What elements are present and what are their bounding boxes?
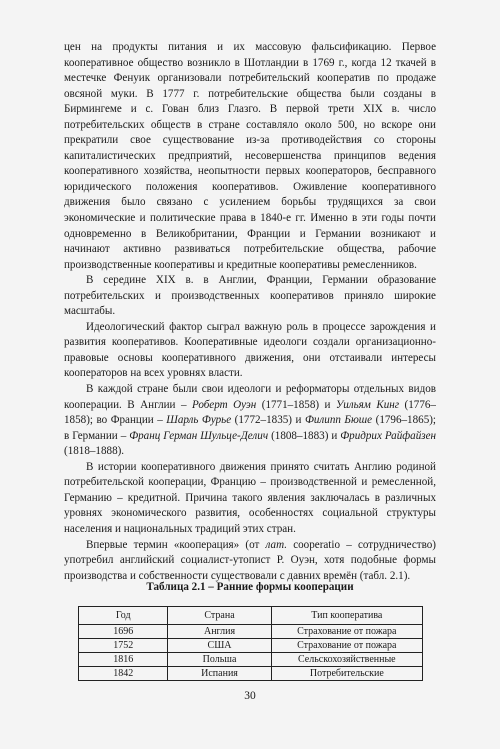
cell-country: США	[168, 639, 271, 653]
text-run: (1772–1835) и	[231, 414, 305, 427]
italic-run: Фридрих Райфайзен	[340, 429, 437, 442]
text-run: Впервые термин «кооперация» (от	[86, 538, 266, 551]
text-run: В середине XIX в. в Англии, Франции, Германии образование потребительских и производственных кооперативов приняло широкие масштабы.	[64, 274, 436, 318]
italic-run: Шарль Фурье	[166, 414, 232, 427]
text-run: (1808–1883) и	[268, 429, 341, 442]
italic-run: Роберт Оуэн	[191, 398, 257, 411]
text-run: cooperatio – сотрудничество) употребил английский социалист-утопист Р. Оуэн, хотя подобные формы производства и собственности существовали с давних времён (табл. 2.1).	[64, 538, 437, 582]
table-row	[79, 625, 423, 639]
paragraph	[64, 538, 436, 585]
text-run: цен на продукты питания и их массовую фальсификацию. Первое кооперативное общество возникло в Шотландии в 1769 г., когда 12 ткачей в местечке Фенуик организовали потребительский кооператив по продаже овсяной муки. В 1777 г. потребительские общества были созданы в Бирмингеме и с. Гован близ Глазго. В первой трети XIX в. число потребительских обществ в стране составляло около 500, но вскоре они прекратили свое существование из-за противодействия со стороны капиталистических предприятий, несовершенства принципов ведения кооперативного хозяйства, неопытности первых кооператоров, бесправного юридического положения кооперативов. Оживление кооперативного движения было связано с усилением борьбы трудящихся за свои экономические и политические права в 1840-е гг. Именно в эти годы почти одновременно в Великобритании, Франции и Германии возникают и начинают активно развиваться потребительские общества, рабочие производственные кооперативы и кредитные кооперативы ремесленников.	[64, 41, 436, 271]
italic-run: Франц Герман Шульце-Делич	[129, 429, 269, 442]
italic-run: лат.	[265, 538, 287, 551]
italic-run: Филипп Бюше	[304, 414, 373, 427]
header-year: Год	[79, 607, 168, 625]
cell-type: Страхование от пожара	[271, 625, 422, 639]
cell-type: Страхование от пожара	[271, 639, 422, 653]
paragraph	[64, 320, 436, 382]
table-row	[79, 639, 423, 653]
text-run: (1818–1888).	[64, 445, 125, 458]
header-country: Страна	[168, 607, 271, 625]
header-type: Тип кооператива	[271, 607, 422, 625]
cell-country: Польша	[168, 653, 271, 667]
table-caption: Таблица 2.1 – Ранние формы кооперации	[146, 581, 354, 593]
cell-year: 1752	[79, 639, 168, 653]
cell-year: 1842	[79, 667, 168, 681]
table-header-row	[79, 607, 423, 625]
cell-type: Потребительские	[271, 667, 422, 681]
text-run: (1776–1858); во Франции –	[64, 398, 436, 427]
paragraph	[64, 273, 436, 320]
text-run: (1796–1865); в Германии –	[64, 414, 437, 442]
italic-run: Уильям Кинг	[335, 398, 400, 411]
cell-country: Англия	[168, 625, 271, 639]
table-row	[79, 653, 423, 667]
cell-year: 1816	[79, 653, 168, 667]
cooperation-table	[78, 606, 423, 681]
page-number: 30	[244, 690, 256, 702]
cell-country: Испания	[168, 667, 271, 681]
paragraph	[64, 382, 436, 460]
cell-type: Сельскохозяйственные	[271, 653, 422, 667]
body-text	[64, 40, 436, 584]
text-run: (1771–1858) и	[256, 398, 336, 411]
text-run: В истории кооперативного движения принято считать Англию родиной потребительской кооперации, Францию – производственной и ремесленной, Германию – кредитной. Причина такого явления заключалась в различных уровнях экономического развития, особенностях социальной структуры населения и национальных традиций этих стран.	[64, 460, 436, 535]
paragraph	[64, 460, 436, 538]
table-row	[79, 667, 423, 681]
text-run: В каждой стране были свои идеологи и реформаторы отдельных видов кооперации. В Англии –	[64, 383, 436, 411]
paragraph	[64, 40, 436, 273]
cell-year: 1696	[79, 625, 168, 639]
text-run: Идеологический фактор сыграл важную роль в процессе зарождения и развития кооперативов. Кооперативные идеологи создали организационно-правовые основы кооперативного движения, они отстаивали интересы кооператоров на всех уровнях власти.	[64, 320, 436, 380]
